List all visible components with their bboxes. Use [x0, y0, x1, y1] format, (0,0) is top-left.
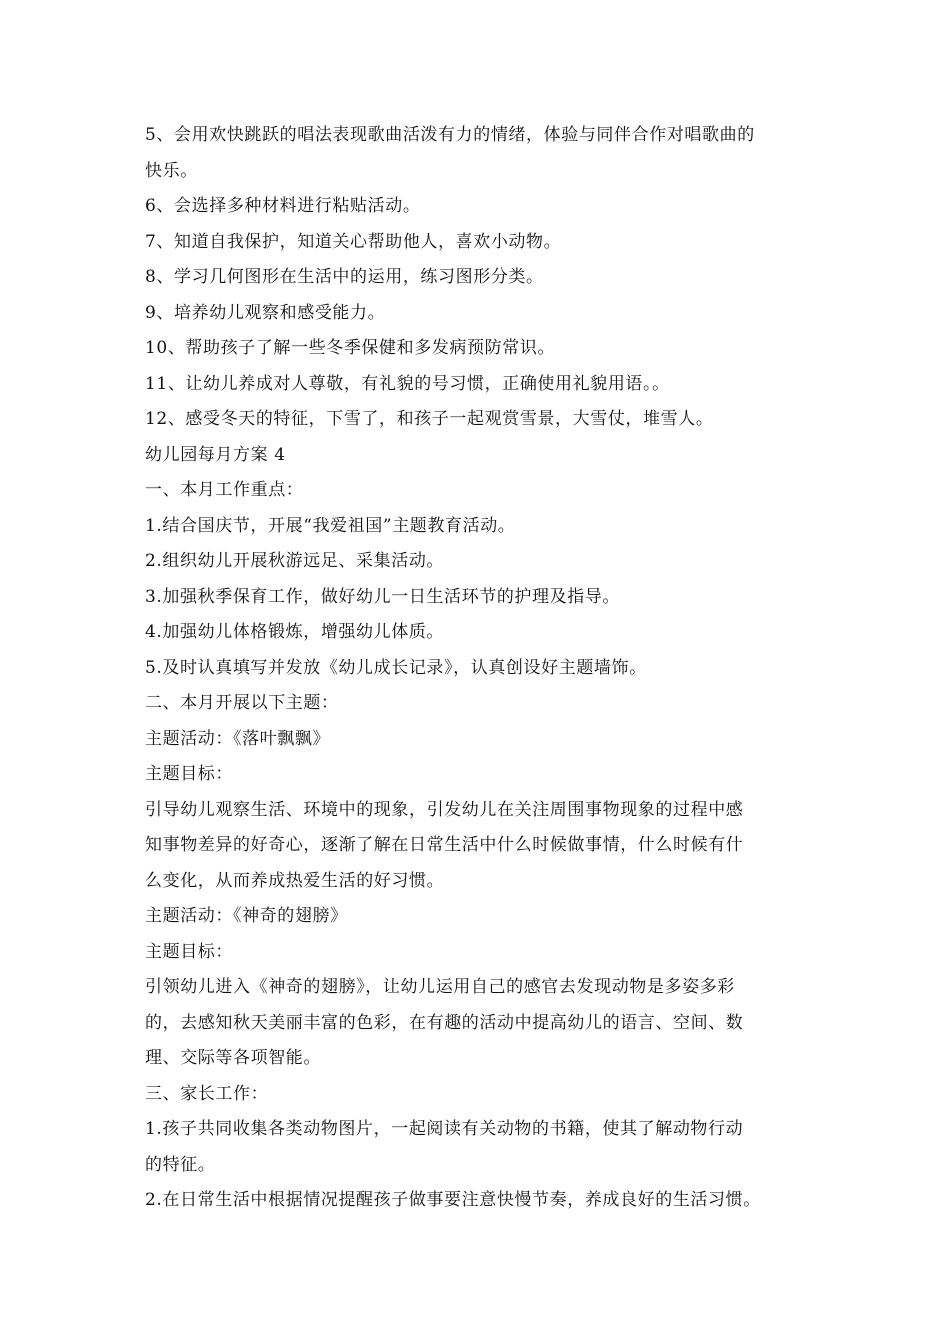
list-item-10: 10、帮助孩子了解一些冬季保健和多发病预防常识。 [145, 338, 556, 358]
theme-goal-1-line-1: 引导幼儿观察生活、环境中的现象，引发幼儿在关注周围事物现象的过程中感 [145, 799, 744, 820]
theme-goal-label-2: 主题目标： [145, 941, 233, 962]
parent-item-2: 2.在日常生活中根据情况提醒孩子做事要注意快慢节奏，养成良好的生活习惯。 [145, 1190, 761, 1210]
theme-goal-1-line-2: 知事物差异的好奇心，逐渐了解在日常生活中什么时候做事情，什么时候有什 [145, 835, 744, 855]
work-item-3: 3.加强秋季保育工作，做好幼儿一日生活环节的护理及指导。 [145, 586, 621, 607]
work-item-1: 1.结合国庆节，开展“我爱祖国”主题教育活动。 [145, 515, 516, 536]
theme-goal-label-1: 主题目标： [145, 764, 233, 784]
work-item-5: 5.及时认真填写并发放《幼儿成长记录》，认真创设好主题墙饰。 [145, 657, 647, 678]
list-item-11: 11、让幼儿养成对人尊敬，有礼貌的号习惯，正确使用礼貌用语。。 [145, 373, 670, 394]
work-item-4: 4.加强幼儿体格锻炼，增强幼儿体质。 [145, 622, 445, 642]
theme-activity-1: 主题活动：《落叶飘飘》 [145, 728, 331, 749]
document-body [145, 118, 810, 1219]
list-item-6: 6、会选择多种材料进行粘贴活动。 [145, 196, 421, 216]
work-item-2: 2.组织幼儿开展秋游远足、采集活动。 [145, 551, 445, 571]
list-item-5-continued: 快乐。 [145, 160, 198, 181]
heading-parent-work: 三、家长工作： [145, 1083, 269, 1104]
parent-item-1: 1.孩子共同收集各类动物图片，一起阅读有关动物的书籍，使其了解动物行动 [145, 1119, 744, 1139]
section-title: 幼儿园每月方案 4 [145, 444, 286, 465]
list-item-7: 7、知道自我保护，知道关心帮助他人，喜欢小动物。 [145, 231, 562, 252]
list-item-8: 8、学习几何图形在生活中的运用，练习图形分类。 [145, 267, 544, 287]
list-item-5: 5、会用欢快跳跃的唱法表现歌曲活泼有力的情绪，体验与同伴合作对唱歌曲的 [145, 125, 755, 145]
list-item-12: 12、感受冬天的特征，下雪了，和孩子一起观赏雪景，大雪仗，堆雪人。 [145, 409, 714, 429]
theme-activity-2: 主题活动：《神奇的翅膀》 [145, 906, 348, 926]
theme-goal-2-line-2: 的，去感知秋天美丽丰富的色彩，在有趣的活动中提高幼儿的语言、空间、数 [145, 1012, 744, 1033]
parent-item-1-continued: 的特征。 [145, 1154, 216, 1175]
theme-goal-2-line-1: 引领幼儿进入《神奇的翅膀》，让幼儿运用自己的感官去发现动物是多姿多彩 [145, 977, 735, 997]
heading-themes: 二、本月开展以下主题： [145, 693, 339, 713]
theme-goal-2-line-3: 理、交际等各项智能。 [145, 1048, 321, 1068]
list-item-9: 9、培养幼儿观察和感受能力。 [145, 302, 386, 323]
theme-goal-1-line-3: 么变化，从而养成热爱生活的好习惯。 [145, 870, 445, 891]
heading-work-focus: 一、本月工作重点： [145, 480, 304, 500]
